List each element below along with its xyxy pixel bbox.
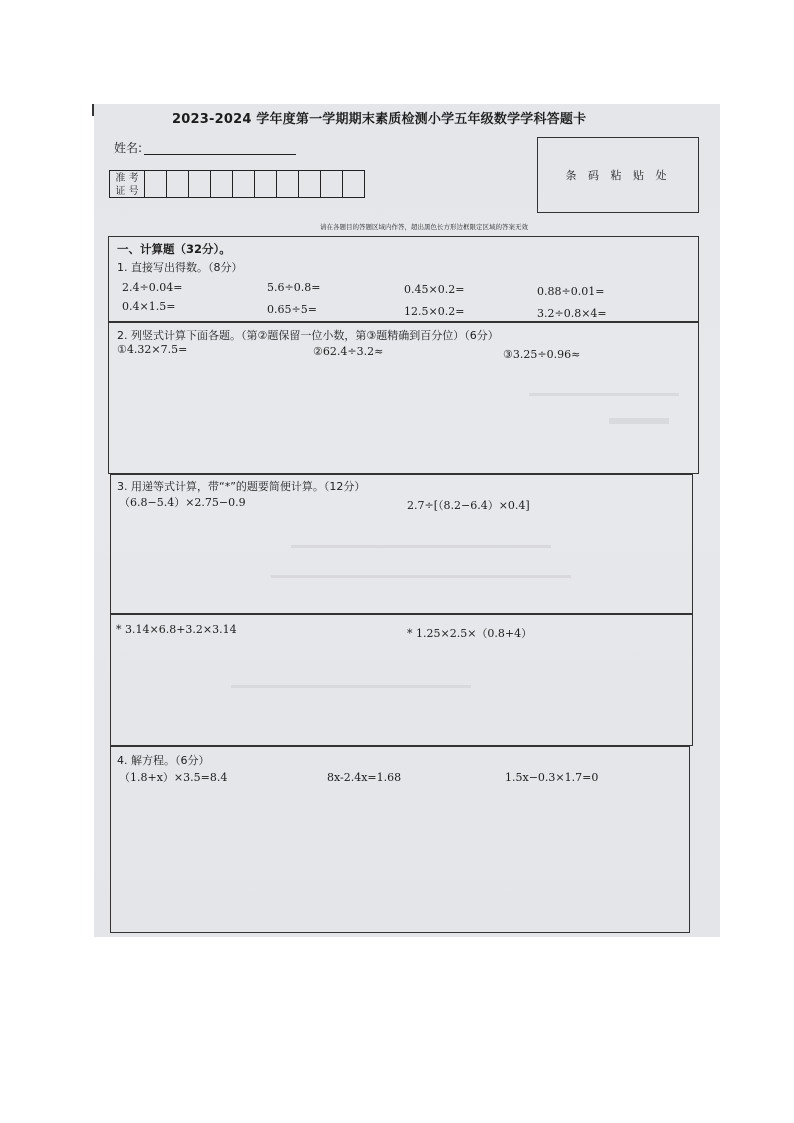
question-2-box[interactable] <box>108 322 699 474</box>
equation-item: （1.8+x）×3.5=8.4 <box>119 771 228 784</box>
name-label: 姓名: <box>114 141 143 155</box>
step-calc-item: （6.8−5.4）×2.75−0.9 <box>119 496 246 509</box>
exam-number-label <box>109 170 145 198</box>
exam-number-cell[interactable] <box>343 170 365 198</box>
step-calc-item: 2.7÷[（8.2−6.4）×0.4] <box>407 499 530 512</box>
direct-answer-item: 3.2÷0.8×4= <box>537 307 607 320</box>
exam-number-cell[interactable] <box>189 170 211 198</box>
bleed-through-mark <box>231 685 471 688</box>
step-calc-item: * 3.14×6.8+3.2×3.14 <box>116 623 237 636</box>
exam-number-label-text: 准 考 证 号 <box>115 173 139 197</box>
bleed-through-mark <box>271 575 571 578</box>
exam-number-cell[interactable] <box>167 170 189 198</box>
exam-number-cell[interactable] <box>211 170 233 198</box>
barcode-label: 条 码 粘 贴 处 <box>565 169 671 182</box>
vertical-calc-item: ①4.32×7.5= <box>117 343 188 356</box>
vertical-calc-item: ③3.25÷0.96≈ <box>503 348 581 361</box>
exam-number-cell[interactable] <box>255 170 277 198</box>
vertical-calc-item: ②62.4÷3.2≈ <box>313 345 384 358</box>
answer-notice: 请在各题目的答题区域内作答，超出黑色长方形边框限定区域的答案无效 <box>320 223 528 231</box>
direct-answer-item: 0.4×1.5= <box>122 300 176 313</box>
direct-answer-item: 12.5×0.2= <box>404 305 465 318</box>
direct-answer-item: 5.6÷0.8= <box>267 281 321 294</box>
section-1-heading: 一、计算题（32分）。 <box>117 242 231 256</box>
question-2-label: 2. 列竖式计算下面各题。（第②题保留一位小数，第③题精确到百分位）（6分） <box>117 329 499 342</box>
question-3-box[interactable] <box>110 474 693 614</box>
equation-item: 1.5x−0.3×1.7=0 <box>505 771 599 784</box>
bleed-through-mark <box>291 545 551 548</box>
step-calc-item: * 1.25×2.5×（0.8+4） <box>407 627 533 640</box>
question-1-label: 1. 直接写出得数。（8分） <box>117 261 243 274</box>
direct-answer-item: 0.65÷5= <box>267 303 317 316</box>
section-1-q1-box <box>108 236 699 322</box>
exam-number-cell[interactable] <box>233 170 255 198</box>
direct-answer-item: 0.88÷0.01= <box>537 285 605 298</box>
direct-answer-item: 0.45×0.2= <box>404 283 465 296</box>
exam-number-grid[interactable] <box>145 170 365 198</box>
exam-number-cell[interactable] <box>299 170 321 198</box>
direct-answer-item: 2.4÷0.04= <box>122 281 183 294</box>
question-3-simplify-box[interactable] <box>110 614 693 746</box>
question-4-label: 4. 解方程。（6分） <box>117 754 210 767</box>
sheet-title: 2023-2024 学年度第一学期期末素质检测小学五年级数学学科答题卡 <box>172 112 587 127</box>
exam-number-cell[interactable] <box>145 170 167 198</box>
exam-number-cell[interactable] <box>277 170 299 198</box>
name-field[interactable] <box>144 154 296 155</box>
equation-item: 8x-2.4x=1.68 <box>327 771 402 784</box>
answer-sheet <box>94 104 720 937</box>
barcode-area <box>537 137 699 213</box>
question-4-box[interactable] <box>110 746 690 933</box>
bleed-through-mark <box>529 393 679 396</box>
bleed-through-mark <box>609 418 669 424</box>
exam-number-cell[interactable] <box>321 170 343 198</box>
question-3-label: 3. 用递等式计算，带“*”的题要简便计算。（12分） <box>117 480 366 493</box>
